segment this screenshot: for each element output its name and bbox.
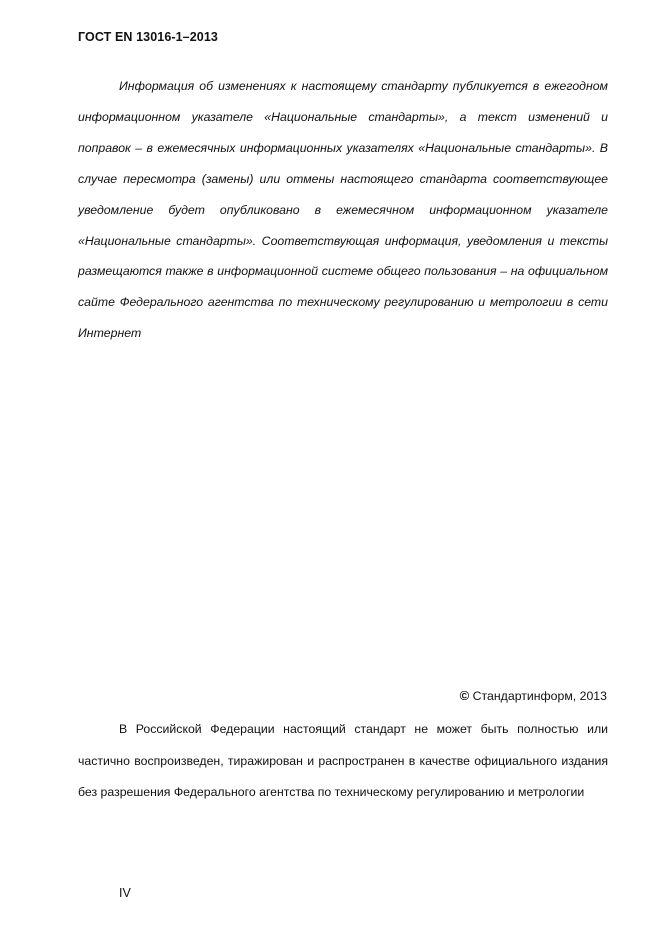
page-number: IV xyxy=(119,886,131,900)
copyright-line xyxy=(78,688,607,703)
standard-code-header: ГОСТ EN 13016-1–2013 xyxy=(78,30,218,44)
reproduction-rights-paragraph: В Российской Федерации настоящий стандарт не может быть полностью или частично воспроизведен, тиражирован и распространен в качестве официального издания без разрешения Федерального агентства по техническому регулированию и метрологии xyxy=(78,722,608,800)
amendments-notice-paragraph: Информация об изменениях к настоящему стандарту публикуется в ежегодном информационном указателе «Национальные стандарты», а текст изменений и поправок – в ежемесячных информационных указателях «Национальные стандарты». В случае пересмотра (замены) или отмены настоящего стандарта соответствующее уведомление будет опубликовано в ежемесячном информационном указателе «Национальные стандарты». Соответствующая информация, уведомления и тексты размещаются также в информационной системе общего пользования – на официальном сайте Федерального агентства по техническому регулированию и метрологии в сети Интернет xyxy=(78,79,608,341)
copyright-holder: Стандартинформ, 2013 xyxy=(472,689,607,703)
copyright-icon: © xyxy=(459,688,470,703)
